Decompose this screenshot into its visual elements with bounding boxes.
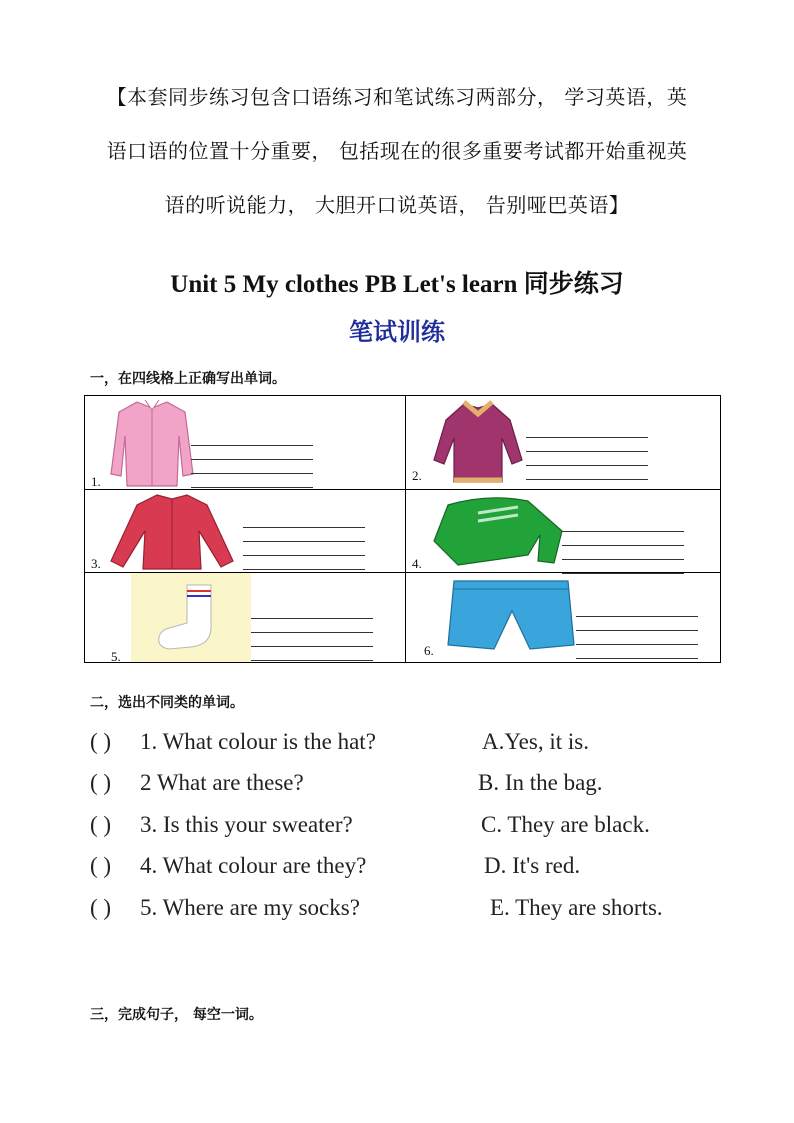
item-number-5: 5.: [111, 649, 121, 664]
question-text: 4. What colour are they?: [140, 853, 367, 878]
item-number-4: 4.: [412, 556, 422, 571]
cell-2: [406, 396, 721, 490]
question-text: 2 What are these?: [140, 770, 304, 795]
answer-option: C. They are black.: [481, 812, 650, 837]
intro-line-2: 语口语的位置十分重要， 包括现在的很多重要考试都开始重视英: [106, 139, 688, 163]
section-2-heading: 二，选出不同类的单词。: [90, 695, 244, 711]
cell-6: [406, 573, 721, 663]
item-number-6: 6.: [424, 643, 434, 658]
question-text: 3. Is this your sweater?: [140, 812, 353, 837]
green-sweater-image: [428, 491, 568, 571]
answer-option: D. It's red.: [484, 853, 581, 878]
intro-paragraph: [72, 70, 722, 232]
answer-blank[interactable]: ( ): [90, 895, 112, 920]
four-line-grid-4: [562, 518, 684, 574]
page-title: Unit 5 My clothes PB Let's learn 同步练习: [170, 271, 624, 298]
intro-line-3: 语的听说能力， 大胆开口说英语， 告别哑巴英语】: [164, 193, 630, 217]
answer-option: B. In the bag.: [478, 770, 603, 795]
cell-4: [406, 490, 721, 573]
cell-5: [85, 573, 406, 663]
answer-blank[interactable]: ( ): [90, 853, 112, 878]
cell-1: [85, 396, 406, 490]
purple-coat-image: [430, 398, 525, 486]
four-line-grid-3: [243, 514, 365, 570]
four-line-grid-2: [526, 424, 648, 480]
answer-option: A.Yes, it is.: [482, 729, 589, 754]
four-line-grid-6: [576, 603, 698, 659]
item-number-3: 3.: [91, 556, 101, 571]
section-1-heading: 一，在四线格上正确写出单词。: [90, 371, 286, 387]
section-3-heading: 三，完成句子， 每空一词。: [90, 1007, 263, 1023]
answer-blank[interactable]: ( ): [90, 770, 112, 795]
answer-blank[interactable]: ( ): [90, 812, 112, 837]
four-line-grid-1: [191, 432, 313, 488]
red-jacket-image: [107, 491, 237, 571]
clothes-writing-table: [84, 395, 721, 663]
four-line-grid-5: [251, 605, 373, 661]
question-text: 1. What colour is the hat?: [140, 729, 376, 754]
answer-blank[interactable]: ( ): [90, 729, 112, 754]
page-subtitle: 笔试训练: [349, 318, 445, 346]
cell-3: [85, 490, 406, 573]
item-number-2: 2.: [412, 468, 422, 483]
blue-shorts-image: [446, 575, 576, 653]
answer-option: E. They are shorts.: [490, 895, 663, 920]
item-number-1: 1.: [91, 474, 101, 489]
pink-shirt-image: [107, 396, 197, 488]
white-sock-image: [131, 573, 251, 662]
question-text: 5. Where are my socks?: [140, 895, 360, 920]
intro-line-1: 【本套同步练习包含口语练习和笔试练习两部分， 学习英语，英: [106, 85, 688, 109]
